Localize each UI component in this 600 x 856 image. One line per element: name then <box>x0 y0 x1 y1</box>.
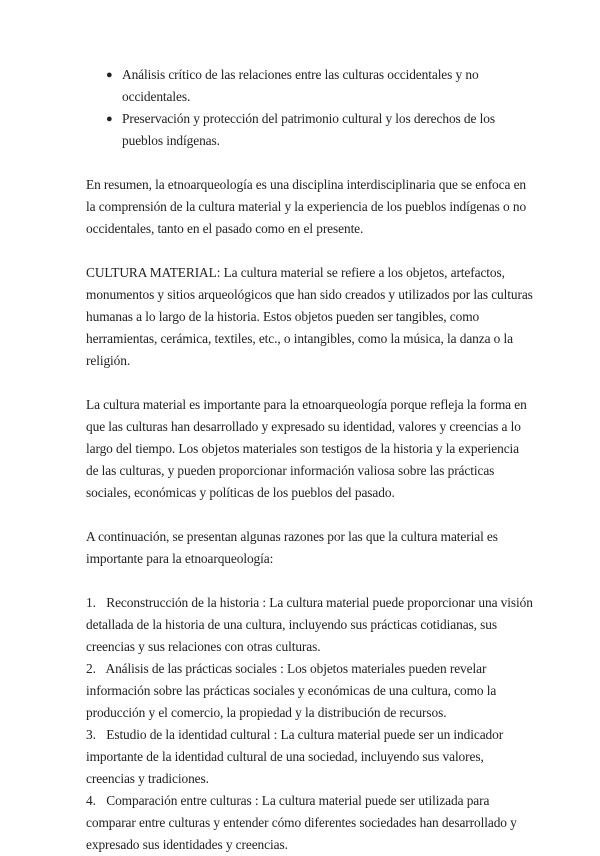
bullet-list <box>86 64 534 152</box>
reason-item <box>86 592 534 658</box>
reason-text: Estudio de la identidad cultural : La cultura material puede ser un indicador importante de la identidad cultural de una sociedad, incluyendo sus valores, creencias y tradiciones. <box>86 727 504 786</box>
reason-item <box>86 658 534 724</box>
material-culture-importance-paragraph: La cultura material es importante para la etnoarqueología porque refleja la forma en que las culturas han desarrollado y expresado su identidad, valores y creencias a lo largo del tiempo. Los objetos materiales son testigos de la historia y la experiencia de las culturas, y pueden proporcionar información valiosa sobre las prácticas sociales, económicas y políticas de los pueblos del pasado. <box>86 397 527 500</box>
document-page <box>86 64 534 856</box>
reason-number: 3. <box>86 727 96 742</box>
reason-number: 4. <box>86 793 96 808</box>
reason-text: Reconstrucción de la historia : La cultura material puede proporcionar una visión detallada de la historia de una cultura, incluyendo sus prácticas cotidianas, sus creencias y sus relaciones con otras culturas. <box>86 595 533 654</box>
reason-number: 1. <box>86 595 96 610</box>
material-culture-definition-paragraph: CULTURA MATERIAL: La cultura material se refiere a los objetos, artefactos, monumentos y sitios arqueológicos que han sido creados y utilizados por las culturas humanas a lo largo de la historia. Estos objetos pueden ser tangibles, como herramientas, cerámica, textiles, etc., o intangibles, como la música, la danza o la religión. <box>86 265 533 368</box>
bullet-text: Preservación y protección del patrimonio cultural y los derechos de los pueblos indígenas. <box>122 111 495 148</box>
reason-text: Análisis de las prácticas sociales : Los objetos materiales pueden revelar información sobre las prácticas sociales y económicas de una cultura, como la producción y el comercio, la propiedad y la distribución de recursos. <box>86 661 497 720</box>
reason-item <box>86 790 534 856</box>
bullet-item <box>86 108 534 152</box>
summary-paragraph: En resumen, la etnoarqueología es una disciplina interdisciplinaria que se enfoca en la comprensión de la cultura material y la experiencia de los pueblos indígenas o no occidentales, tanto en el pasado como en el presente. <box>86 177 527 236</box>
reason-number: 2. <box>86 661 96 676</box>
bullet-dot-icon: ● <box>106 69 113 81</box>
reason-text: Comparación entre culturas : La cultura material puede ser utilizada para comparar entre culturas y entender cómo diferentes sociedades han desarrollado y expresado sus identidades y creencias. <box>86 793 517 852</box>
bullet-item <box>86 64 534 108</box>
bullet-text: Análisis crítico de las relaciones entre las culturas occidentales y no occidentales. <box>122 67 479 104</box>
bullet-dot-icon: ● <box>106 113 113 125</box>
reasons-intro-paragraph: A continuación, se presentan algunas razones por las que la cultura material es importante para la etnoarqueología: <box>86 529 498 566</box>
reasons-list <box>86 592 534 856</box>
reason-item <box>86 724 534 790</box>
